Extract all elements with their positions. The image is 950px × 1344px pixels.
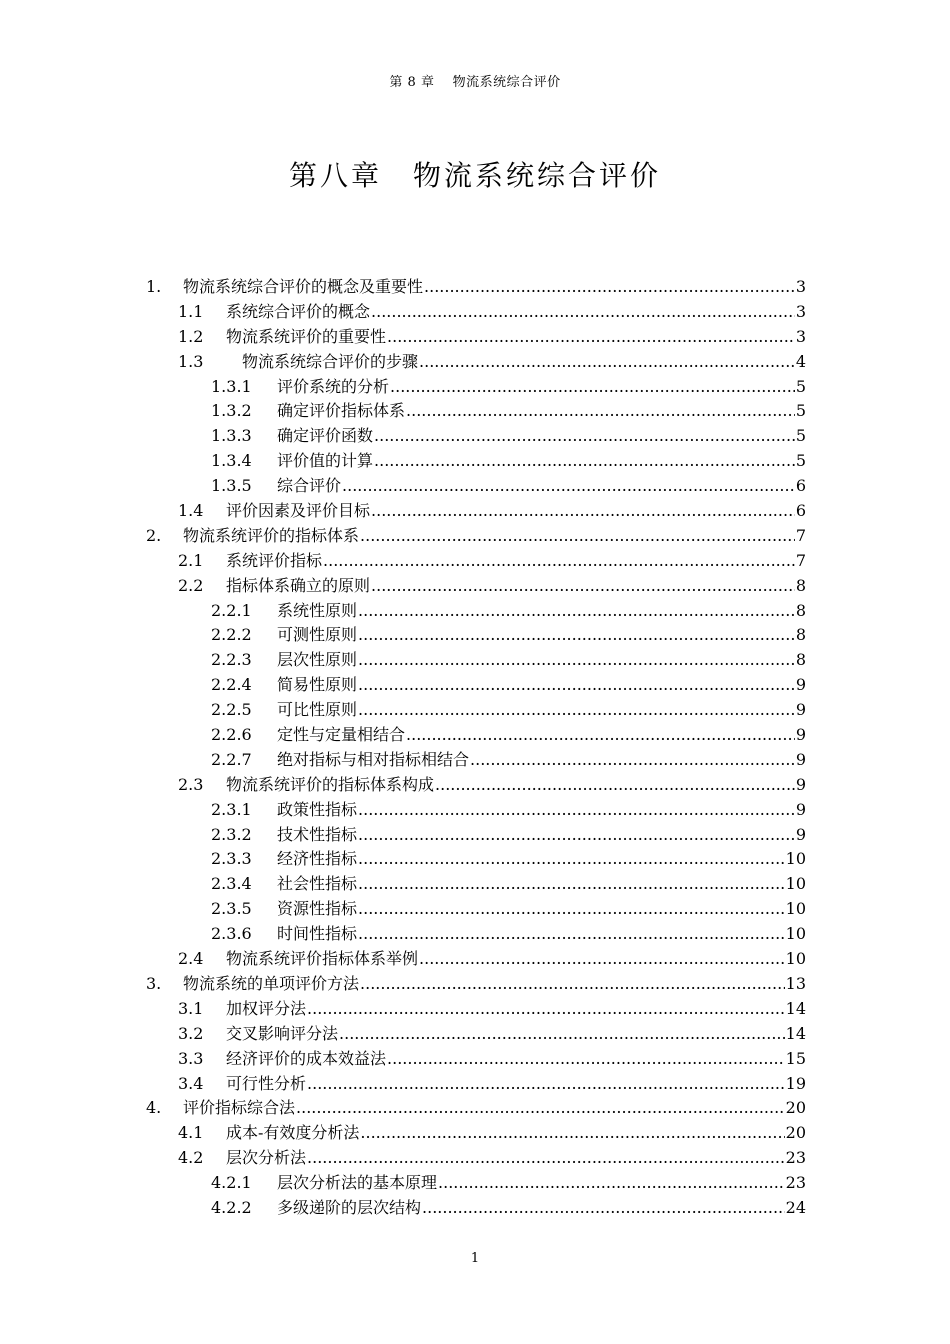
- toc-entry-page: 10: [785, 899, 806, 919]
- toc-entry-title: 物流系统评价的重要性: [226, 326, 387, 346]
- toc-entry-title: 资源性指标: [277, 899, 358, 919]
- toc-entry-page: 24: [785, 1197, 806, 1217]
- toc-dot-leader: [360, 1123, 784, 1142]
- toc-entry-number: 4.2: [178, 1148, 204, 1168]
- toc-entry-page: 14: [785, 1023, 806, 1043]
- toc-dot-leader: [387, 1049, 785, 1068]
- toc-dot-leader: [424, 277, 795, 296]
- table-of-contents: [146, 274, 806, 1220]
- toc-dot-leader: [390, 377, 795, 396]
- toc-entry-number: 2.2.1: [211, 600, 252, 620]
- toc-entry-page: 8: [795, 575, 806, 595]
- toc-dot-leader: [371, 576, 795, 595]
- toc-entry-title: 经济性指标: [277, 849, 358, 869]
- toc-entry[interactable]: [146, 523, 806, 548]
- toc-entry[interactable]: [146, 473, 806, 498]
- toc-entry-page: 3: [795, 301, 806, 321]
- toc-entry-number: 2.2.5: [211, 700, 252, 720]
- toc-entry[interactable]: [146, 846, 806, 871]
- toc-entry-title: 社会性指标: [277, 874, 358, 894]
- toc-entry-page: 10: [785, 949, 806, 969]
- toc-dot-leader: [307, 1074, 785, 1093]
- toc-entry[interactable]: [146, 299, 806, 324]
- toc-dot-leader: [307, 1148, 785, 1167]
- toc-entry-title: 绝对指标与相对指标相结合: [277, 749, 470, 769]
- toc-entry[interactable]: [146, 1145, 806, 1170]
- toc-entry[interactable]: [146, 747, 806, 772]
- toc-entry[interactable]: [146, 548, 806, 573]
- toc-entry-title: 技术性指标: [277, 824, 358, 844]
- toc-entry[interactable]: [146, 797, 806, 822]
- toc-entry-title: 系统综合评价的概念: [226, 301, 371, 321]
- toc-dot-leader: [360, 974, 785, 993]
- toc-entry-page: 3: [795, 277, 806, 296]
- toc-entry-page: 19: [785, 1073, 806, 1093]
- toc-entry[interactable]: [146, 1021, 806, 1046]
- toc-entry-title: 可测性原则: [277, 625, 358, 645]
- toc-entry-number: 2.2.3: [211, 650, 252, 670]
- toc-entry[interactable]: [146, 622, 806, 647]
- toc-entry-page: 5: [795, 426, 806, 446]
- toc-entry-title: 评价因素及评价目标: [226, 501, 371, 521]
- toc-dot-leader: [358, 675, 795, 694]
- toc-dot-leader: [358, 800, 795, 819]
- toc-entry[interactable]: [146, 772, 806, 797]
- toc-entry-title: 评价系统的分析: [277, 376, 390, 396]
- toc-dot-leader: [422, 1198, 785, 1217]
- toc-entry[interactable]: [146, 871, 806, 896]
- toc-entry-title: 物流系统评价指标体系举例: [226, 949, 419, 969]
- toc-entry[interactable]: [146, 647, 806, 672]
- toc-entry-page: 6: [795, 476, 806, 496]
- toc-entry-number: 2.3.3: [211, 849, 252, 869]
- toc-entry[interactable]: [146, 672, 806, 697]
- toc-entry-number: 4.1: [178, 1123, 204, 1143]
- toc-entry-page: 7: [795, 550, 806, 570]
- toc-entry-page: 10: [785, 874, 806, 894]
- toc-entry-number: 1.3.1: [211, 376, 252, 396]
- toc-entry[interactable]: [146, 274, 806, 299]
- toc-entry-page: 14: [785, 998, 806, 1018]
- toc-entry[interactable]: [146, 1120, 806, 1145]
- toc-entry-number: 3.2: [178, 1023, 204, 1043]
- toc-dot-leader: [406, 725, 795, 744]
- toc-entry-title: 确定评价函数: [277, 426, 374, 446]
- toc-entry-number: 2.3.5: [211, 899, 252, 919]
- toc-entry[interactable]: [146, 1071, 806, 1096]
- toc-entry[interactable]: [146, 996, 806, 1021]
- toc-entry-number: 3.4: [178, 1073, 204, 1093]
- toc-entry-title: 成本-有效度分析法: [226, 1123, 360, 1143]
- toc-dot-leader: [371, 501, 795, 520]
- toc-entry-page: 8: [795, 650, 806, 670]
- toc-entry-number: 2.3.2: [211, 824, 252, 844]
- toc-entry-page: 9: [795, 824, 806, 844]
- toc-entry-title: 物流系统的单项评价方法: [183, 973, 360, 993]
- toc-dot-leader: [358, 849, 785, 868]
- toc-entry[interactable]: [146, 1195, 806, 1220]
- page-number: 1: [470, 1251, 480, 1266]
- toc-entry-number: 3.1: [178, 998, 204, 1018]
- toc-dot-leader: [358, 625, 795, 644]
- toc-entry[interactable]: [146, 398, 806, 423]
- toc-dot-leader: [339, 1024, 785, 1043]
- toc-entry-page: 10: [785, 849, 806, 869]
- toc-entry-title: 可行性分析: [226, 1073, 307, 1093]
- toc-entry[interactable]: [146, 349, 806, 374]
- toc-dot-leader: [307, 999, 785, 1018]
- toc-entry-number: 1.1: [178, 301, 204, 321]
- toc-entry-title: 系统评价指标: [226, 550, 323, 570]
- toc-entry-title: 物流系统评价的指标体系: [183, 525, 360, 545]
- toc-entry-page: 23: [785, 1148, 806, 1168]
- toc-entry-page: 23: [785, 1173, 806, 1193]
- toc-entry-number: 2.2.6: [211, 725, 252, 745]
- toc-entry-page: 20: [785, 1098, 806, 1118]
- toc-entry-title: 评价指标综合法: [183, 1098, 296, 1118]
- toc-dot-leader: [387, 327, 795, 346]
- toc-entry-title: 指标体系确立的原则: [226, 575, 371, 595]
- toc-entry-number: 2.4: [178, 949, 204, 969]
- toc-dot-leader: [419, 949, 785, 968]
- toc-entry-number: 2.3: [178, 774, 204, 794]
- toc-entry-title: 确定评价指标体系: [277, 401, 406, 421]
- toc-entry-number: 1.4: [178, 501, 204, 521]
- toc-dot-leader: [342, 476, 795, 495]
- toc-entry-number: 2.: [146, 525, 162, 545]
- toc-entry-title: 可比性原则: [277, 700, 358, 720]
- toc-entry[interactable]: [146, 822, 806, 847]
- toc-entry-number: 1.3.4: [211, 451, 252, 471]
- toc-entry-title: 层次性原则: [277, 650, 358, 670]
- toc-dot-leader: [358, 899, 785, 918]
- toc-entry-number: 2.3.1: [211, 799, 252, 819]
- toc-dot-leader: [296, 1098, 785, 1117]
- toc-dot-leader: [358, 700, 795, 719]
- toc-dot-leader: [358, 924, 785, 943]
- toc-entry-title: 系统性原则: [277, 600, 358, 620]
- running-header: 第 8 章 物流系统综合评价: [389, 75, 561, 90]
- toc-entry-page: 8: [795, 600, 806, 620]
- toc-entry[interactable]: [146, 448, 806, 473]
- toc-entry-page: 6: [795, 501, 806, 521]
- toc-entry[interactable]: [146, 896, 806, 921]
- toc-entry[interactable]: [146, 921, 806, 946]
- toc-entry-number: 2.2.2: [211, 625, 252, 645]
- toc-entry-page: 15: [785, 1048, 806, 1068]
- toc-entry-title: 物流系统综合评价的步骤: [226, 351, 419, 371]
- chapter-title: 第八章 物流系统综合评价: [288, 159, 661, 192]
- toc-entry-number: 2.3.6: [211, 924, 252, 944]
- toc-entry-page: 9: [795, 799, 806, 819]
- toc-dot-leader: [435, 775, 795, 794]
- toc-entry[interactable]: [146, 423, 806, 448]
- toc-dot-leader: [406, 401, 795, 420]
- toc-entry-page: 7: [795, 525, 806, 545]
- toc-entry-title: 时间性指标: [277, 924, 358, 944]
- toc-entry-title: 多级递阶的层次结构: [277, 1197, 422, 1217]
- toc-entry[interactable]: [146, 1095, 806, 1120]
- toc-entry-title: 综合评价: [277, 476, 342, 496]
- toc-entry-page: 4: [795, 351, 806, 371]
- toc-dot-leader: [374, 426, 795, 445]
- toc-dot-leader: [360, 526, 795, 545]
- toc-entry[interactable]: [146, 374, 806, 399]
- toc-entry-page: 20: [785, 1123, 806, 1143]
- toc-entry-title: 定性与定量相结合: [277, 725, 406, 745]
- toc-entry-number: 1.3: [178, 351, 204, 371]
- toc-dot-leader: [374, 451, 795, 470]
- toc-entry-number: 4.: [146, 1098, 162, 1118]
- toc-dot-leader: [419, 352, 795, 371]
- toc-entry-title: 物流系统评价的指标体系构成: [226, 774, 435, 794]
- toc-entry[interactable]: [146, 498, 806, 523]
- toc-entry-number: 3.: [146, 973, 162, 993]
- toc-entry-page: 5: [795, 451, 806, 471]
- toc-entry-page: 13: [785, 973, 806, 993]
- toc-dot-leader: [371, 302, 795, 321]
- toc-entry[interactable]: [146, 1046, 806, 1071]
- toc-entry-title: 政策性指标: [277, 799, 358, 819]
- toc-entry-title: 经济评价的成本效益法: [226, 1048, 387, 1068]
- toc-entry-number: 1.: [146, 277, 162, 296]
- toc-dot-leader: [358, 650, 795, 669]
- toc-entry-page: 8: [795, 625, 806, 645]
- toc-entry-page: 5: [795, 401, 806, 421]
- toc-entry-number: 2.1: [178, 550, 204, 570]
- toc-entry-number: 4.2.1: [211, 1173, 252, 1193]
- toc-entry[interactable]: [146, 697, 806, 722]
- toc-entry-number: 2.2.7: [211, 749, 252, 769]
- toc-entry-page: 9: [795, 749, 806, 769]
- toc-entry-number: 2.2.4: [211, 675, 252, 695]
- toc-entry-title: 评价值的计算: [277, 451, 374, 471]
- toc-entry-title: 简易性原则: [277, 675, 358, 695]
- toc-entry-page: 9: [795, 675, 806, 695]
- toc-entry[interactable]: [146, 1170, 806, 1195]
- toc-entry[interactable]: [146, 598, 806, 623]
- toc-dot-leader: [358, 874, 785, 893]
- toc-entry-page: 3: [795, 326, 806, 346]
- toc-entry-number: 1.2: [178, 326, 204, 346]
- toc-entry-title: 层次分析法的基本原理: [277, 1173, 438, 1193]
- toc-entry-number: 1.3.3: [211, 426, 252, 446]
- toc-entry[interactable]: [146, 722, 806, 747]
- toc-entry[interactable]: [146, 324, 806, 349]
- toc-dot-leader: [438, 1173, 785, 1192]
- toc-entry-page: 9: [795, 725, 806, 745]
- toc-entry-number: 2.2: [178, 575, 204, 595]
- toc-entry-title: 物流系统综合评价的概念及重要性: [183, 277, 424, 296]
- toc-dot-leader: [358, 601, 795, 620]
- toc-entry-page: 10: [785, 924, 806, 944]
- toc-entry-page: 9: [795, 774, 806, 794]
- toc-entry[interactable]: [146, 971, 806, 996]
- toc-entry-number: 1.3.5: [211, 476, 252, 496]
- toc-entry-page: 5: [795, 376, 806, 396]
- toc-dot-leader: [470, 750, 795, 769]
- toc-entry-number: 3.3: [178, 1048, 204, 1068]
- toc-dot-leader: [358, 825, 795, 844]
- toc-entry-number: 1.3.2: [211, 401, 252, 421]
- toc-entry-page: 9: [795, 700, 806, 720]
- toc-dot-leader: [323, 551, 795, 570]
- toc-entry-title: 层次分析法: [226, 1148, 307, 1168]
- toc-entry-number: 4.2.2: [211, 1197, 252, 1217]
- toc-entry[interactable]: [146, 946, 806, 971]
- toc-entry[interactable]: [146, 573, 806, 598]
- toc-entry-title: 加权评分法: [226, 998, 307, 1018]
- toc-entry-title: 交叉影响评分法: [226, 1023, 339, 1043]
- toc-entry-number: 2.3.4: [211, 874, 252, 894]
